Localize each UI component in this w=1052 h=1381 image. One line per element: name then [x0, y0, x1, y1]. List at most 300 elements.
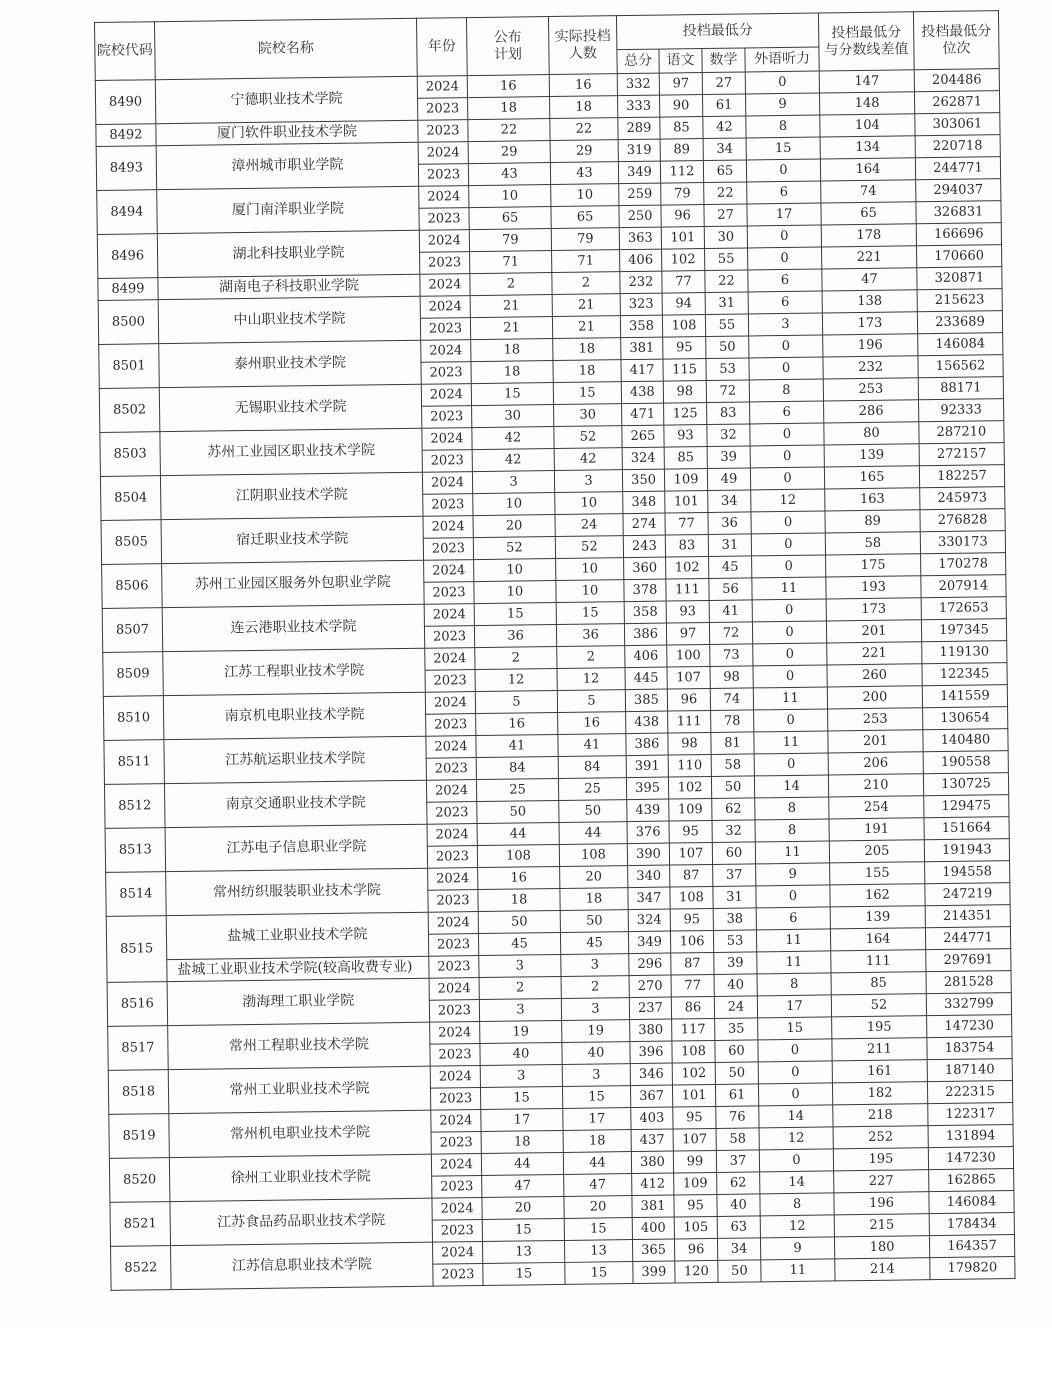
cell-math: 60: [715, 1040, 758, 1063]
cell-rank: 179820: [930, 1257, 1015, 1280]
cell-year: 2023: [418, 98, 468, 121]
cell-listening: 11: [756, 929, 830, 952]
cell-diff: 80: [824, 422, 919, 445]
cell-total: 381: [621, 337, 663, 360]
cell-listening: 0: [758, 1083, 832, 1106]
cell-year: 2023: [429, 1000, 479, 1023]
cell-diff: 232: [823, 356, 918, 379]
cell-total: 265: [622, 425, 664, 448]
cell-diff: 134: [820, 136, 915, 159]
cell-listening: 8: [757, 973, 831, 996]
cell-chinese: 87: [671, 952, 714, 975]
cell-rank: 131894: [928, 1125, 1013, 1148]
cell-actual: 21: [552, 316, 620, 339]
header-plan: 公布 计划: [466, 17, 549, 76]
cell-rank: 146084: [918, 333, 1003, 356]
cell-listening: 0: [752, 555, 826, 578]
cell-math: 63: [717, 1216, 760, 1239]
school-name: 江苏航运职业技术学院: [164, 736, 427, 783]
cell-rank: 187140: [927, 1059, 1012, 1082]
cell-listening: 11: [753, 687, 827, 710]
school-code: 8503: [100, 432, 161, 477]
cell-actual: 18: [553, 338, 621, 361]
cell-year: 2024: [419, 186, 469, 209]
cell-chinese: 97: [666, 622, 709, 645]
cell-listening: 0: [759, 1149, 833, 1172]
admission-score-table: [94, 10, 1016, 1291]
cell-diff: 253: [823, 378, 918, 401]
cell-diff: 52: [831, 994, 926, 1017]
cell-total: 296: [629, 953, 671, 976]
header-total: 总分: [617, 49, 659, 74]
cell-actual: 13: [564, 1240, 632, 1263]
cell-actual: 3: [561, 954, 629, 977]
cell-diff: 147: [819, 70, 914, 93]
cell-total: 400: [632, 1217, 674, 1240]
cell-math: 31: [705, 292, 748, 315]
cell-rank: 244771: [925, 927, 1010, 950]
school-name: 常州工程职业技术学院: [168, 1022, 431, 1069]
cell-year: 2024: [432, 1198, 482, 1221]
cell-chinese: 77: [671, 974, 714, 997]
cell-diff: 58: [825, 532, 920, 555]
school-name: 中山职业技术学院: [158, 296, 421, 343]
cell-year: 2023: [423, 538, 473, 561]
school-code: 8513: [105, 828, 166, 873]
cell-year: 2024: [421, 384, 471, 407]
cell-year: 2024: [431, 1110, 481, 1133]
cell-chinese: 95: [670, 908, 713, 931]
cell-plan: 22: [468, 119, 550, 142]
cell-actual: 24: [555, 514, 623, 537]
cell-year: 2024: [430, 1066, 480, 1089]
cell-listening: 3: [748, 313, 822, 336]
school-name: 徐州工业职业技术学院: [169, 1154, 432, 1201]
cell-plan: 15: [483, 1262, 565, 1285]
cell-math: 58: [716, 1128, 759, 1151]
cell-year: 2023: [422, 450, 472, 473]
cell-diff: 74: [821, 180, 916, 203]
school-code: 8516: [107, 982, 168, 1027]
school-code: 8507: [102, 608, 163, 653]
cell-year: 2024: [433, 1242, 483, 1265]
cell-listening: 0: [754, 753, 828, 776]
cell-total: 412: [632, 1173, 674, 1196]
cell-listening: 0: [752, 599, 826, 622]
cell-year: 2023: [432, 1220, 482, 1243]
cell-listening: 0: [752, 621, 826, 644]
cell-listening: 0: [758, 1061, 832, 1084]
cell-chinese: 99: [673, 1150, 716, 1173]
cell-math: 73: [710, 644, 753, 667]
cell-actual: 15: [565, 1262, 633, 1285]
cell-total: 274: [623, 513, 665, 536]
cell-math: 35: [715, 1018, 758, 1041]
cell-total: 406: [625, 645, 667, 668]
cell-math: 62: [712, 798, 755, 821]
school-name: 苏州工业园区职业技术学院: [160, 428, 423, 475]
cell-math: 40: [717, 1194, 760, 1217]
cell-listening: 14: [760, 1171, 834, 1194]
cell-actual: 2: [557, 646, 625, 669]
cell-chinese: 89: [660, 139, 703, 162]
school-name: 江阴职业技术学院: [160, 472, 423, 519]
cell-year: 2023: [420, 318, 470, 341]
cell-math: 74: [710, 688, 753, 711]
cell-diff: 173: [826, 598, 921, 621]
cell-diff: 252: [833, 1126, 928, 1149]
cell-math: 50: [718, 1260, 761, 1283]
school-code: 8518: [108, 1070, 169, 1115]
cell-plan: 2: [470, 273, 552, 296]
cell-total: 347: [628, 887, 670, 910]
cell-year: 2023: [418, 120, 468, 143]
cell-plan: 20: [473, 515, 555, 538]
cell-actual: 20: [564, 1196, 632, 1219]
cell-plan: 2: [479, 976, 561, 999]
cell-actual: 79: [551, 228, 619, 251]
school-code: 8496: [97, 234, 158, 279]
cell-plan: 21: [470, 317, 552, 340]
cell-total: 237: [629, 997, 671, 1020]
cell-actual: 50: [559, 800, 627, 823]
cell-total: 445: [625, 667, 667, 690]
cell-year: 2023: [424, 582, 474, 605]
cell-plan: 71: [470, 251, 552, 274]
cell-actual: 2: [561, 976, 629, 999]
cell-actual: 25: [558, 778, 626, 801]
cell-diff: 196: [834, 1192, 929, 1215]
cell-diff: 178: [821, 224, 916, 247]
cell-rank: 294037: [916, 179, 1001, 202]
cell-diff: 163: [825, 488, 920, 511]
cell-listening: 0: [745, 71, 819, 94]
cell-listening: 0: [750, 467, 824, 490]
cell-actual: 22: [550, 118, 618, 141]
school-code: 8500: [98, 300, 159, 345]
cell-actual: 71: [552, 250, 620, 273]
cell-chinese: 90: [660, 95, 703, 118]
cell-total: 438: [626, 711, 668, 734]
cell-listening: 17: [757, 995, 831, 1018]
cell-chinese: 101: [672, 1084, 715, 1107]
cell-listening: 6: [750, 401, 824, 424]
cell-listening: 11: [761, 1259, 835, 1282]
cell-listening: 17: [747, 203, 821, 226]
school-code: 8522: [111, 1246, 172, 1291]
cell-plan: 16: [467, 75, 549, 98]
cell-math: 53: [713, 930, 756, 953]
cell-rank: 220718: [915, 135, 1000, 158]
cell-actual: 42: [554, 448, 622, 471]
cell-actual: 18: [563, 1130, 631, 1153]
cell-rank: 297691: [926, 949, 1011, 972]
cell-math: 30: [704, 226, 747, 249]
cell-listening: 0: [751, 511, 825, 534]
cell-chinese: 94: [662, 293, 705, 316]
cell-year: 2023: [420, 252, 470, 275]
cell-rank: 170278: [921, 553, 1006, 576]
cell-chinese: 107: [667, 666, 710, 689]
cell-total: 333: [618, 95, 660, 118]
cell-rank: 303061: [915, 113, 1000, 136]
school-code: 8512: [104, 784, 165, 829]
cell-year: 2023: [427, 846, 477, 869]
cell-diff: 196: [823, 334, 918, 357]
cell-chinese: 95: [674, 1194, 717, 1217]
cell-rank: 330173: [920, 531, 1005, 554]
cell-chinese: 108: [662, 315, 705, 338]
cell-math: 34: [703, 138, 746, 161]
cell-chinese: 105: [674, 1216, 717, 1239]
cell-plan: 3: [479, 998, 561, 1021]
cell-diff: 193: [826, 576, 921, 599]
school-code: 8490: [95, 80, 156, 125]
cell-total: 358: [624, 601, 666, 624]
cell-diff: 221: [822, 246, 917, 269]
cell-rank: 146084: [929, 1191, 1014, 1214]
cell-plan: 15: [482, 1218, 564, 1241]
table-body: [95, 69, 1015, 1291]
cell-total: 332: [617, 73, 659, 96]
cell-total: 349: [628, 931, 670, 954]
cell-diff: 162: [830, 884, 925, 907]
cell-plan: 43: [468, 163, 550, 186]
cell-chinese: 101: [661, 227, 704, 250]
cell-total: 385: [625, 689, 667, 712]
cell-total: 395: [626, 777, 668, 800]
cell-total: 396: [630, 1041, 672, 1064]
cell-plan: 2: [475, 646, 557, 669]
school-name: 盐城工业职业技术学院(较高收费专业): [167, 956, 429, 981]
cell-year: 2023: [426, 714, 476, 737]
cell-chinese: 111: [668, 710, 711, 733]
cell-year: 2023: [422, 406, 472, 429]
cell-year: 2023: [424, 626, 474, 649]
cell-math: 55: [705, 248, 748, 271]
cell-rank: 140480: [923, 729, 1008, 752]
cell-actual: 18: [560, 888, 628, 911]
cell-actual: 84: [558, 756, 626, 779]
cell-rank: 204486: [914, 69, 999, 92]
cell-math: 50: [715, 1062, 758, 1085]
cell-diff: 200: [827, 686, 922, 709]
cell-math: 55: [705, 314, 748, 337]
cell-year: 2024: [420, 274, 470, 297]
cell-diff: 161: [832, 1060, 927, 1083]
school-code: 8517: [108, 1026, 169, 1071]
cell-rank: 129475: [924, 795, 1009, 818]
cell-chinese: 109: [674, 1172, 717, 1195]
school-name: 湖北科技职业学院: [157, 230, 420, 277]
cell-total: 406: [620, 249, 662, 272]
cell-chinese: 102: [672, 1062, 715, 1085]
cell-math: 72: [706, 380, 749, 403]
cell-diff: 139: [824, 444, 919, 467]
school-code: 8502: [99, 388, 160, 433]
header-rank: 投档最低分 位次: [913, 11, 999, 70]
cell-actual: 12: [557, 668, 625, 691]
cell-math: 45: [709, 556, 752, 579]
cell-plan: 16: [476, 712, 558, 735]
cell-total: 365: [632, 1239, 674, 1262]
cell-plan: 10: [474, 559, 556, 582]
cell-year: 2024: [417, 76, 467, 99]
cell-chinese: 108: [670, 886, 713, 909]
cell-total: 438: [621, 381, 663, 404]
cell-math: 34: [717, 1238, 760, 1261]
cell-listening: 6: [747, 181, 821, 204]
cell-year: 2024: [420, 296, 470, 319]
cell-year: 2023: [431, 1132, 481, 1155]
cell-chinese: 107: [673, 1128, 716, 1151]
cell-year: 2023: [429, 956, 479, 979]
cell-rank: 122345: [922, 663, 1007, 686]
cell-plan: 3: [479, 954, 561, 977]
cell-diff: 286: [824, 400, 919, 423]
cell-year: 2023: [433, 1264, 483, 1287]
cell-rank: 326831: [916, 201, 1001, 224]
cell-chinese: 96: [674, 1238, 717, 1261]
cell-plan: 18: [478, 888, 560, 911]
cell-diff: 218: [833, 1104, 928, 1127]
header-min-score-group: 投档最低分: [616, 13, 818, 50]
school-name: 渤海理工职业学院: [167, 978, 430, 1025]
cell-rank: 130654: [923, 707, 1008, 730]
cell-rank: 130725: [923, 773, 1008, 796]
cell-plan: 12: [475, 668, 557, 691]
cell-listening: 0: [753, 643, 827, 666]
cell-plan: 84: [476, 756, 558, 779]
cell-chinese: 96: [667, 688, 710, 711]
cell-plan: 15: [480, 1086, 562, 1109]
cell-diff: 221: [827, 642, 922, 665]
cell-total: 358: [620, 315, 662, 338]
school-name: 湖南电子科技职业学院: [158, 274, 420, 299]
cell-chinese: 115: [663, 359, 706, 382]
cell-plan: 15: [471, 383, 553, 406]
cell-math: 61: [715, 1084, 758, 1107]
cell-diff: 191: [829, 818, 924, 841]
cell-diff: 195: [832, 1016, 927, 1039]
cell-diff: 173: [822, 312, 917, 335]
school-name: 江苏工程职业技术学院: [163, 648, 426, 695]
cell-year: 2024: [429, 978, 479, 1001]
school-code: 8494: [97, 190, 158, 235]
cell-chinese: 111: [666, 578, 709, 601]
cell-listening: 8: [755, 819, 829, 842]
cell-math: 58: [711, 754, 754, 777]
cell-diff: 155: [830, 862, 925, 885]
cell-actual: 50: [560, 910, 628, 933]
cell-listening: 8: [760, 1193, 834, 1216]
cell-diff: 85: [831, 972, 926, 995]
cell-rank: 197345: [921, 619, 1006, 642]
cell-actual: 21: [552, 294, 620, 317]
cell-math: 27: [704, 204, 747, 227]
school-code: 8493: [96, 146, 157, 191]
school-name: 常州纺织服装职业技术学院: [166, 868, 429, 915]
cell-actual: 52: [554, 426, 622, 449]
cell-plan: 25: [476, 778, 558, 801]
cell-rank: 151664: [924, 817, 1009, 840]
cell-actual: 44: [563, 1152, 631, 1175]
school-name: 宿迁职业技术学院: [161, 516, 424, 563]
school-code: 8505: [101, 520, 162, 565]
cell-plan: 44: [481, 1152, 563, 1175]
cell-total: 289: [618, 117, 660, 140]
cell-total: 259: [619, 183, 661, 206]
cell-math: 98: [710, 666, 753, 689]
cell-rank: 332799: [926, 993, 1011, 1016]
cell-total: 417: [621, 359, 663, 382]
page-bottom-margin: [0, 1330, 1052, 1381]
cell-plan: 18: [471, 361, 553, 384]
school-code: 8511: [104, 740, 165, 785]
cell-actual: 20: [560, 866, 628, 889]
school-code: 8509: [103, 652, 164, 697]
cell-diff: 214: [835, 1258, 930, 1281]
cell-chinese: 85: [660, 117, 703, 140]
cell-year: 2024: [425, 648, 475, 671]
cell-math: 34: [708, 490, 751, 513]
cell-total: 437: [631, 1129, 673, 1152]
cell-rank: 262871: [914, 91, 999, 114]
cell-chinese: 117: [672, 1018, 715, 1041]
cell-math: 24: [714, 996, 757, 1019]
cell-rank: 166696: [916, 223, 1001, 246]
cell-year: 2023: [430, 1088, 480, 1111]
cell-rank: 141559: [922, 685, 1007, 708]
cell-rank: 172653: [921, 597, 1006, 620]
cell-total: 323: [620, 293, 662, 316]
cell-year: 2024: [428, 868, 478, 891]
header-school-name: 院校名称: [155, 18, 418, 79]
cell-year: 2023: [421, 362, 471, 385]
cell-year: 2024: [424, 604, 474, 627]
cell-math: 36: [708, 512, 751, 535]
school-name: 南京交通职业技术学院: [164, 780, 427, 827]
cell-year: 2024: [419, 230, 469, 253]
cell-math: 32: [707, 424, 750, 447]
cell-listening: 0: [750, 423, 824, 446]
cell-diff: 227: [834, 1170, 929, 1193]
cell-total: 381: [632, 1195, 674, 1218]
cell-actual: 29: [550, 140, 618, 163]
cell-chinese: 108: [672, 1040, 715, 1063]
cell-diff: 164: [820, 158, 915, 181]
cell-plan: 65: [469, 207, 551, 230]
cell-listening: 11: [755, 841, 829, 864]
cell-rank: 247219: [925, 883, 1010, 906]
cell-diff: 195: [833, 1148, 928, 1171]
cell-diff: 65: [821, 202, 916, 225]
school-code: 8504: [100, 476, 161, 521]
cell-total: 250: [619, 205, 661, 228]
cell-rank: 182257: [919, 465, 1004, 488]
cell-plan: 17: [481, 1108, 563, 1131]
school-name: 江苏电子信息职业学院: [165, 824, 428, 871]
cell-actual: 15: [564, 1218, 632, 1241]
cell-year: 2024: [431, 1154, 481, 1177]
cell-diff: 148: [819, 92, 914, 115]
cell-rank: 156562: [918, 355, 1003, 378]
cell-plan: 18: [468, 97, 550, 120]
cell-year: 2023: [426, 758, 476, 781]
header-school-code: 院校代码: [95, 22, 156, 81]
cell-actual: 3: [562, 1064, 630, 1087]
cell-year: 2024: [422, 472, 472, 495]
